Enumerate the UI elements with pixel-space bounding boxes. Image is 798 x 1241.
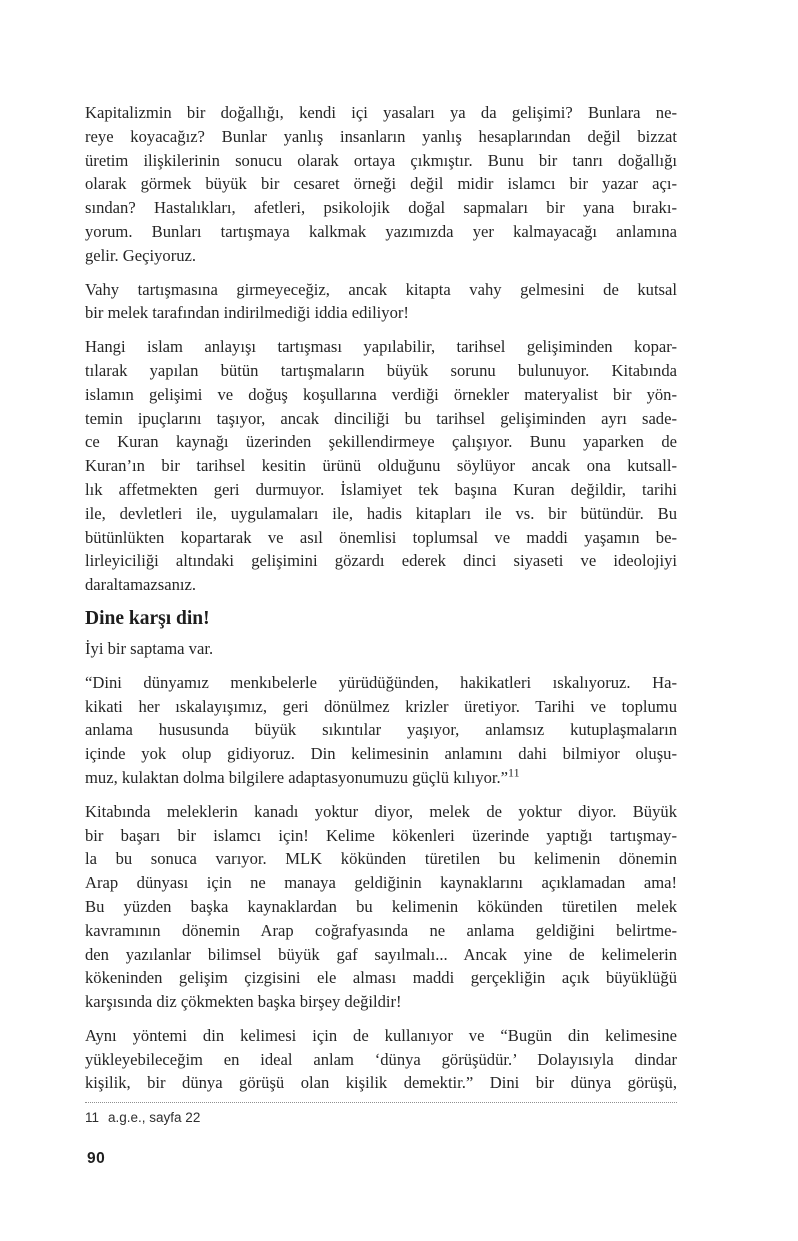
text-line: Arap dünyası için ne manaya geldiğinin kaynaklarını açıklamadan ama! [85, 873, 677, 893]
text-line: kavramının dönemin Arap coğrafyasında ne anlama geldiğini belirtme- [85, 920, 677, 940]
text-line: islamın gelişimi ve doğuş koşullarına verdiği örnekler materyalist bir yön- [85, 384, 677, 404]
text-line: reye koyacağız? Bunlar yanlış insanların yanlış hesaplarından değil bizzat [85, 126, 677, 146]
section-heading [85, 607, 677, 631]
text-line: daraltamazsanız. [85, 575, 197, 595]
paragraph [85, 278, 677, 326]
footnote-marker: 11 [85, 1110, 100, 1125]
paragraph [85, 101, 677, 268]
paragraph [85, 800, 677, 1014]
text-line: bütünlükten kopartarak ve asıl önemlisi toplumsal ve maddi yaşamın be- [85, 527, 677, 547]
footnote [85, 1110, 677, 1126]
text-line: anlama hususunda büyük sıkıntılar yaşıyor, anlamsız kutuplaşmaların [85, 720, 677, 740]
text-line: ile, devletleri ile, uygulamaları ile, hadis kitapları ile vs. bir bütündür. Bu [85, 503, 677, 523]
text-line: lık affetmekten geri durmuyor. İslamiyet tek başına Kuran değildir, tarihi [85, 479, 677, 499]
page-number: 90 [87, 1150, 106, 1167]
paragraph [85, 637, 677, 661]
text-line: üretim ilişkilerinin sonucu olarak ortaya çıkmıştır. Bunu bir tanrı doğallığı [85, 150, 677, 170]
paragraph [85, 1024, 677, 1095]
footnote-divider [85, 1102, 677, 1103]
text-line: muz, kulaktan dolma bilgilere adaptasyonumuzu güçlü kılıyor.”$^{11}$ [85, 765, 520, 787]
text-line: Bu yüzden başka kaynaklardan bu kelimenin kökünden türetilen melek [85, 896, 677, 916]
text-line: gelir. Geçiyoruz. [85, 245, 197, 265]
text-line: Hangi islam anlayışı tartışması yapılabilir, tarihsel gelişiminden kopar- [85, 337, 677, 357]
text-line: içinde yok olup gidiyoruz. Din kelimesinin anlamını dahi bilmiyor oluşu- [85, 744, 677, 764]
text-line: Aynı yöntemi din kelimesi için de kullanıyor ve “Bugün din kelimesine [85, 1025, 677, 1045]
text-line: Vahy tartışmasına girmeyeceğiz, ancak kitapta vahy gelmesini de kutsal [85, 279, 677, 299]
text-line: kişilik, bir dünya görüşü olan kişilik demektir.” Dini bir dünya görüşü, [85, 1073, 677, 1093]
text-line: kikati her ıskalayışımız, geri dönülmez krizler üretiyor. Tarihi ve toplumu [85, 696, 677, 716]
text-line: lirleyiciliği altındaki gelişimini gözardı ederek dinci siyaseti ve ideolojiyi [85, 551, 677, 571]
text-line: karşısında diz çökmekten başka birşey değildir! [85, 992, 402, 1012]
footnote-area [85, 1102, 677, 1126]
text-line: den yazılanlar bilimsel büyük gaf sayılmalı... Ancak yine de kelimelerin [85, 944, 677, 964]
text-line: yorum. Bunları tartışmaya kalkmak yazımızda yer kalmayacağı anlamına [85, 221, 677, 241]
text-line: tılarak yapılan bütün tartışmaların büyük sorunu bulunuyor. Kitabında [85, 360, 677, 380]
text-line: sından? Hastalıkları, afetleri, psikolojik doğal sapmaları bir yana bırakı- [85, 198, 677, 218]
text-block [85, 101, 677, 1105]
text-line: kökeninden gelişim çizgisini ele alması maddi gerçekliğin açık büyüklüğü [85, 968, 677, 988]
text-line: “Dini dünyamız menkıbelerle yürüdüğünden, hakikatleri ıskalıyoruz. Ha- [85, 672, 677, 692]
text-line: Kapitalizmin bir doğallığı, kendi içi yasaları ya da gelişimi? Bunlara ne- [85, 103, 677, 122]
text-line: bir melek tarafından indirilmediği iddia ediliyor! [85, 303, 409, 323]
text-line: yükleyebileceğim en ideal anlam ‘dünya görüşüdür.’ Dolayısıyla dindar [85, 1049, 677, 1069]
text-line: bir başarı bir islamcı için! Kelime kökenleri üzerinde yaptığı tartışmay- [85, 825, 677, 845]
footnote-ref: 11 [508, 765, 520, 780]
text-line: Kitabında meleklerin kanadı yoktur diyor, melek de yoktur diyor. Büyük [85, 801, 677, 821]
text-line: Dine karşı din! [85, 607, 210, 629]
footnote-text: a.g.e., sayfa 22 [108, 1110, 201, 1125]
text-line: ce Kuran kaynağı üzerinden şekillendirmeye çalışıyor. Bunu yaparken de [85, 432, 677, 452]
text-line: temin ipuçlarını taşıyor, ancak dinciliği bu tarihsel gelişiminden ayrı sade- [85, 408, 677, 428]
text-line: Kuran’ın bir tarihsel kesitin ürünü olduğunu söylüyor ancak ona kutsall- [85, 456, 677, 476]
text-line: la bu sonuca varıyor. MLK kökünden türetilen bu kelimenin dönemin [85, 849, 677, 869]
paragraph [85, 671, 677, 790]
text-line: İyi bir saptama var. [85, 638, 214, 658]
paragraph [85, 335, 677, 597]
text-line: olarak görmek büyük bir cesaret örneği değil midir islamcı bir yazar açı- [85, 174, 677, 194]
